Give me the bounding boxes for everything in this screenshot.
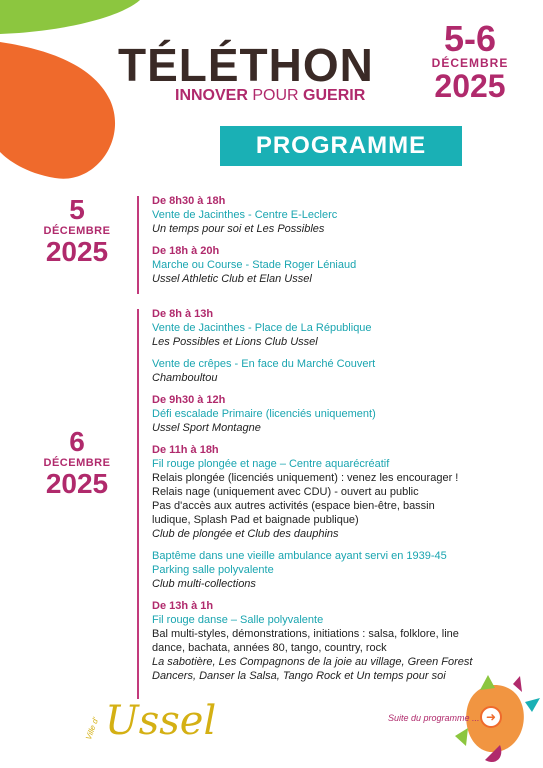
day5-programme <box>152 194 527 286</box>
programme-banner: PROGRAMME <box>220 126 462 166</box>
logo-small-text: Ville d' <box>84 716 101 742</box>
entry: De 9h30 à 12h Défi escalade Primaire (licenciés uniquement) Ussel Sport Montagne <box>152 394 376 434</box>
entry: De 11h à 18h Fil rouge plongée et nage – Centre aquarécréatif Relais plongée (licenciés uniquement) : venez les encourager ! Relais nage (uniquement avec CDU) - ouvert au public Pas d'accès aux autres activités (espace bien-être, bassin ludique, Splash Pad et baignade publique) Club de plongée et Club des dauphins <box>152 444 459 540</box>
orange-shape <box>0 42 115 179</box>
page-title: TÉLÉTHON <box>118 39 374 91</box>
day-label-5: 5 DÉCEMBRE 2025 <box>43 194 111 267</box>
day6-programme <box>152 307 527 683</box>
entry: De 8h30 à 18h Vente de Jacinthes - Centre E-Leclerc Un temps pour soi et Les Possibles <box>152 195 338 235</box>
day-label-6: 6 DÉCEMBRE 2025 <box>43 426 111 499</box>
entry: Baptême dans une vieille ambulance ayant servi en 1939-45 Parking salle polyvalente Club multi-collections <box>152 550 447 590</box>
ussel-logo: Ussel <box>105 698 217 744</box>
entry: De 13h à 1h Fil rouge danse – Salle polyvalente Bal multi-styles, démonstrations, initiations : salsa, folklore, line dance, bachata, années 80, tango, country, rock La sabotière, Les Compagnons de la joie au village, Green Forest Dancers, Danser la Salsa, Tango Rock et Un temps pour soi <box>152 600 473 682</box>
event-dates: 5-6 DÉCEMBRE 2025 <box>431 18 509 104</box>
entry: De 18h à 20h Marche ou Course - Stade Roger Léniaud Ussel Athletic Club et Elan Ussel <box>152 245 357 285</box>
entry: De 8h à 13h Vente de Jacinthes - Place de La République Les Possibles et Lions Club Ussel <box>152 308 372 348</box>
suite-link[interactable]: Suite du programme ... <box>388 713 480 723</box>
day5-divider <box>137 196 139 294</box>
page-subtitle: INNOVER POUR GUERIR <box>175 87 366 104</box>
day6-divider <box>137 309 139 699</box>
entry: Vente de crêpes - En face du Marché Couvert Chamboultou <box>152 358 376 384</box>
arrow-right-icon[interactable]: ➜ <box>480 706 502 728</box>
green-shape <box>0 0 140 34</box>
